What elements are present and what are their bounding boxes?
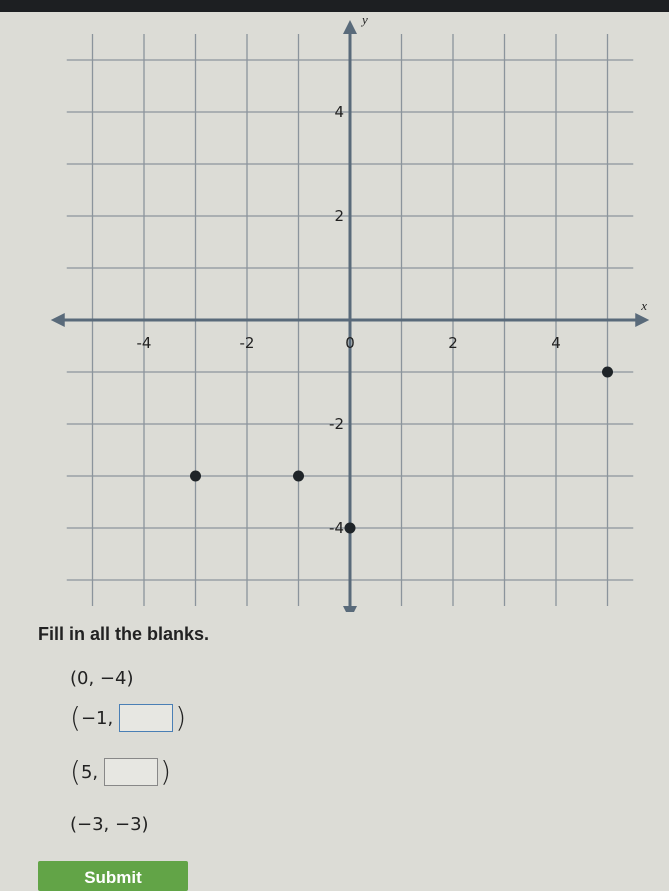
y-tick-label: 4	[334, 103, 344, 121]
open-paren: (	[70, 755, 81, 788]
ordered-pair-x: −1,	[80, 707, 114, 729]
x-tick-label: 0	[345, 334, 355, 352]
y-tick-label: -2	[329, 415, 344, 433]
data-point	[293, 471, 304, 482]
data-point	[602, 367, 613, 378]
answer-row-2	[70, 701, 187, 734]
x-tick-label: -4	[136, 334, 152, 352]
coordinate-graph	[0, 12, 669, 612]
x-tick-label: -2	[239, 334, 255, 352]
answer-row-3	[70, 755, 172, 788]
data-point	[190, 471, 201, 482]
y-axis-label: y	[362, 12, 368, 27]
y-tick-label: 2	[334, 207, 344, 225]
ordered-pair-text: (−3, −3)	[70, 814, 149, 835]
x-tick-label: 4	[551, 334, 561, 352]
submit-button[interactable]: Submit	[38, 861, 188, 891]
answer-row-4	[70, 814, 149, 835]
top-bar	[0, 0, 669, 12]
ordered-pair-text: (0, −4)	[70, 668, 134, 689]
x-tick-label: 2	[448, 334, 458, 352]
data-point	[345, 523, 356, 534]
ordered-pair-x: 5,	[80, 761, 99, 783]
close-paren: )	[160, 755, 172, 788]
y-value-input-2[interactable]	[104, 758, 158, 786]
open-paren: (	[70, 701, 81, 734]
close-paren: )	[175, 701, 187, 734]
x-axis-label: x	[641, 298, 648, 313]
y-value-input-1[interactable]	[119, 704, 173, 732]
answer-row-1	[70, 668, 133, 689]
y-tick-label: -4	[329, 519, 344, 537]
instructions-text: Fill in all the blanks.	[38, 624, 210, 644]
